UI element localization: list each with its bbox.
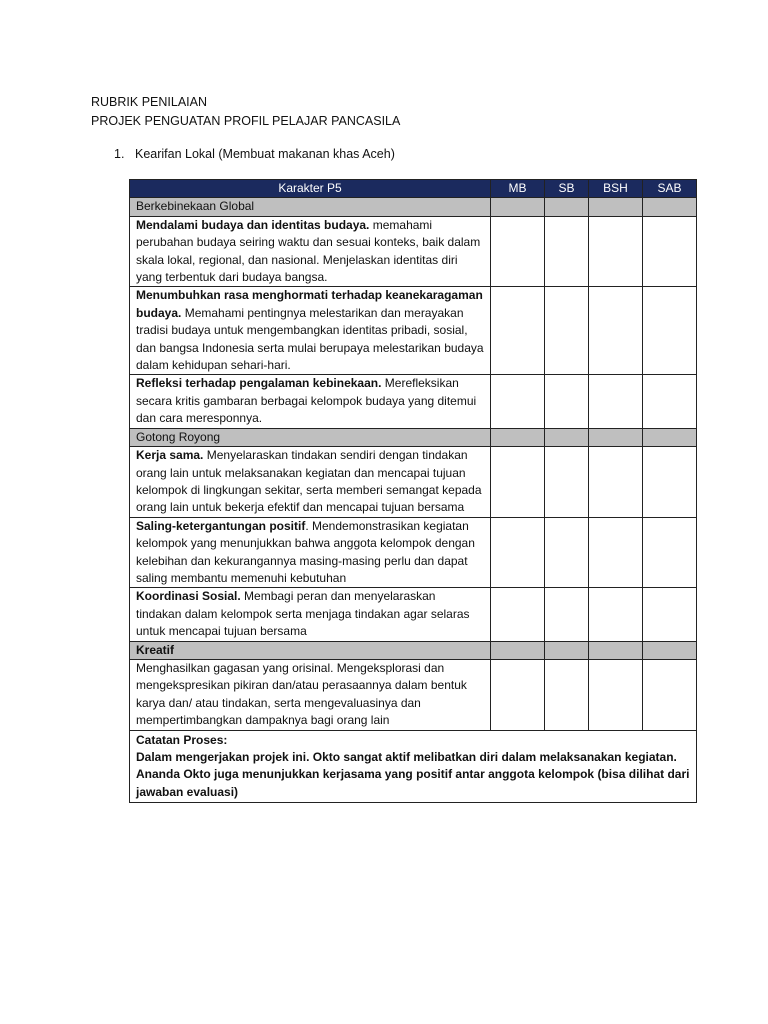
score-cell-sb[interactable] xyxy=(545,287,589,375)
table-row xyxy=(130,447,697,518)
criterion-description: Memahami pentingnya melestarikan dan merayakan tradisi budaya untuk mengembangkan identitas pribadi, sosial, dan bangsa Indonesia serta mulai berupaya melestarikan budaya dalam kehidupan sehari-hari. xyxy=(136,305,484,373)
criterion-cell xyxy=(130,375,491,428)
score-cell-mb[interactable] xyxy=(491,447,545,518)
criterion-title: Mendalami budaya dan identitas budaya. xyxy=(136,217,370,232)
criterion-description: Membagi peran dan menyelaraskan tindakan dalam kelompok serta menjaga tindakan agar selaras untuk mencapai tujuan bersama xyxy=(136,589,470,639)
notes-text: Dalam mengerjakan projek ini. Okto sangat aktif melibatkan diri dalam melaksanakan kegiatan. Ananda Okto juga menunjukkan kerjasama yang positif antar anggota kelompok (bisa dilihat dari jawaban evaluasi) xyxy=(136,750,690,799)
section-row xyxy=(130,198,697,216)
score-cell-bsh[interactable] xyxy=(589,659,643,730)
table-header-row xyxy=(130,180,697,198)
criterion-cell xyxy=(130,659,491,730)
table-row xyxy=(130,216,697,287)
column-header-sab: SAB xyxy=(643,180,697,198)
notes-cell xyxy=(130,730,697,803)
score-cell-sab[interactable] xyxy=(643,517,697,588)
document-subtitle: PROJEK PENGUATAN PROFIL PELAJAR PANCASILA xyxy=(91,114,401,128)
section-label xyxy=(130,641,491,659)
column-header-bsh: BSH xyxy=(589,180,643,198)
score-cell-sb[interactable] xyxy=(545,588,589,641)
score-cell-sb[interactable] xyxy=(545,447,589,518)
score-cell-sab[interactable] xyxy=(643,216,697,287)
score-cell-bsh[interactable] xyxy=(589,216,643,287)
score-cell-sab[interactable] xyxy=(643,659,697,730)
criterion-cell xyxy=(130,588,491,641)
score-cell-sb[interactable] xyxy=(545,375,589,428)
criterion-title: Refleksi terhadap pengalaman kebinekaan. xyxy=(136,376,382,391)
list-number: 1. xyxy=(114,147,125,161)
score-cell-sb[interactable] xyxy=(545,659,589,730)
section-label: Gotong Royong xyxy=(130,428,491,446)
score-cell-bsh[interactable] xyxy=(589,287,643,375)
section-row xyxy=(130,428,697,446)
score-cell-sab[interactable] xyxy=(643,287,697,375)
criterion-description: Merefleksikan secara kritis gambaran berbagai kelompok budaya yang ditemui dan cara meresponnya. xyxy=(136,376,477,426)
section-row xyxy=(130,641,697,659)
criterion-cell xyxy=(130,447,491,518)
score-cell-sab[interactable] xyxy=(643,375,697,428)
table-row xyxy=(130,588,697,641)
score-cell-sb[interactable] xyxy=(545,517,589,588)
criterion-cell xyxy=(130,287,491,375)
table-row xyxy=(130,287,697,375)
score-cell-mb[interactable] xyxy=(491,287,545,375)
criterion-cell xyxy=(130,517,491,588)
column-header-karakter: Karakter P5 xyxy=(130,180,491,198)
criterion-cell xyxy=(130,216,491,287)
score-cell-sb[interactable] xyxy=(545,216,589,287)
criterion-title: Menumbuhkan rasa menghormati terhadap keanekaragaman budaya. xyxy=(136,288,483,320)
score-cell-sab[interactable] xyxy=(643,447,697,518)
table-row xyxy=(130,659,697,730)
rubric-table xyxy=(129,179,697,803)
criterion-description: Menyelaraskan tindakan sendiri dengan tindakan orang lain untuk melaksanakan kegiatan dan mencapai tujuan kelompok di lingkungan sekitar, serta memberi semangat kepada orang lain untuk bekerja efektif dan mencapai tujuan bersama xyxy=(136,448,482,515)
criterion-description: . Mendemonstrasikan kegiatan kelompok yang menunjukkan bahwa anggota kelompok dengan kelebihan dan kekurangannya masing-masing perlu dan dapat saling membantu memenuhi kebutuhan xyxy=(136,518,475,585)
list-item-heading xyxy=(114,146,395,163)
section-label-text: Kreatif xyxy=(136,642,175,657)
criterion-description: Menghasilkan gagasan yang orisinal. Mengeksplorasi dan mengekspresikan pikiran dan/atau perasaannya dalam bentuk karya dan/ atau tindakan, serta mengevaluasinya dan mempertimbangkan dampaknya bagi orang lain xyxy=(136,660,467,728)
list-title: Kearifan Lokal (Membuat makanan khas Aceh) xyxy=(135,147,395,161)
score-cell-sab[interactable] xyxy=(643,588,697,641)
criterion-description: memahami perubahan budaya seiring waktu dan sesuai konteks, baik dalam skala lokal, regional, dan nasional. Menjelaskan identitas diri yang terbentuk dari budaya bangsa. xyxy=(136,217,481,285)
score-cell-mb[interactable] xyxy=(491,216,545,287)
score-cell-mb[interactable] xyxy=(491,659,545,730)
score-cell-mb[interactable] xyxy=(491,517,545,588)
table-row xyxy=(130,375,697,428)
score-cell-bsh[interactable] xyxy=(589,588,643,641)
section-label: Berkebinekaan Global xyxy=(130,198,491,216)
criterion-title: Saling-ketergantungan positif xyxy=(136,518,306,533)
score-cell-mb[interactable] xyxy=(491,375,545,428)
notes-label: Catatan Proses: xyxy=(136,732,228,747)
criterion-title: Koordinasi Sosial. xyxy=(136,589,241,604)
score-cell-bsh[interactable] xyxy=(589,447,643,518)
criterion-title: Kerja sama. xyxy=(136,448,204,463)
score-cell-bsh[interactable] xyxy=(589,517,643,588)
score-cell-bsh[interactable] xyxy=(589,375,643,428)
table-row xyxy=(130,517,697,588)
document-title: RUBRIK PENILAIAN xyxy=(91,95,208,109)
notes-row xyxy=(130,730,697,803)
score-cell-mb[interactable] xyxy=(491,588,545,641)
column-header-sb: SB xyxy=(545,180,589,198)
column-header-mb: MB xyxy=(491,180,545,198)
